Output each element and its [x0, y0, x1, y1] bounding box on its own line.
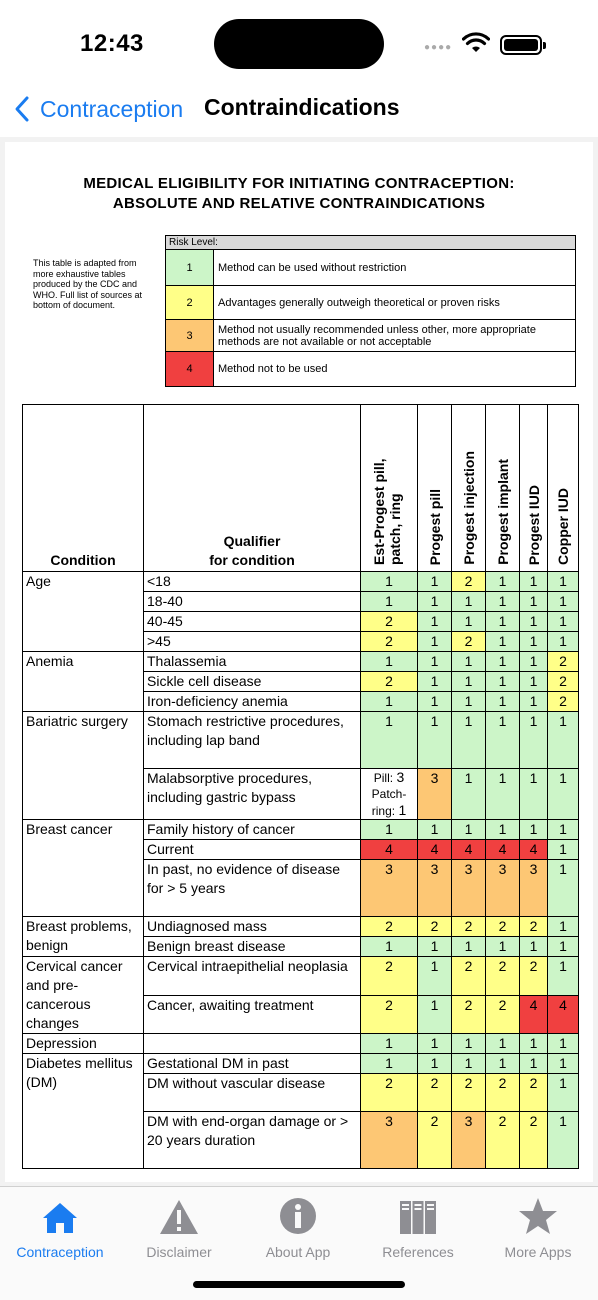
risk-cell: 1: [361, 692, 418, 712]
risk-cell: 1: [486, 652, 520, 672]
risk-cell: 1: [418, 592, 452, 612]
tab-about-app[interactable]: [238, 1197, 358, 1259]
header-method-label: Progest pill: [426, 488, 443, 565]
star-icon: [518, 1197, 558, 1235]
table-row: [23, 1054, 579, 1074]
qualifier-cell: DM without vascular disease: [144, 1074, 361, 1112]
qualifier-cell: Thalassemia: [144, 652, 361, 672]
risk-cell: 1: [548, 1054, 579, 1074]
risk-cell: 2: [452, 995, 486, 1034]
risk-legend: [165, 235, 576, 387]
risk-cell: 2: [418, 1112, 452, 1169]
risk-cell: 1: [418, 820, 452, 840]
condition-cell: Anemia: [23, 652, 144, 712]
header-method: [520, 405, 548, 572]
risk-cell: 3: [452, 860, 486, 917]
risk-cell: 2: [520, 1074, 548, 1112]
risk-cell: 2: [452, 917, 486, 937]
qualifier-cell: Current: [144, 840, 361, 860]
tab-label: Disclaimer: [146, 1244, 212, 1260]
risk-cell: 1: [520, 1054, 548, 1074]
condition-cell: Age: [23, 572, 144, 652]
info-icon: [279, 1197, 317, 1235]
back-button-label: Contraception: [40, 95, 184, 122]
risk-cell: 1: [486, 572, 520, 592]
risk-cell: 2: [548, 652, 579, 672]
condition-cell: Breast cancer: [23, 820, 144, 917]
risk-cell: 2: [548, 672, 579, 692]
risk-cell: 2: [486, 1112, 520, 1169]
risk-cell: 1: [486, 672, 520, 692]
risk-cell: 1: [486, 712, 520, 769]
tab-label: More Apps: [504, 1244, 572, 1260]
risk-cell: 2: [486, 1074, 520, 1112]
risk-cell: 1: [452, 652, 486, 672]
risk-cell: 3: [418, 769, 452, 820]
qualifier-cell: Stomach restrictive procedures, including lap band: [144, 712, 361, 769]
condition-cell: Cervical cancer and pre-cancerous changes: [23, 957, 144, 1034]
risk-cell: 1: [548, 1112, 579, 1169]
risk-cell: 1: [418, 692, 452, 712]
risk-cell: 4: [486, 840, 520, 860]
status-bar: [0, 0, 598, 88]
home-indicator: [193, 1281, 405, 1288]
qualifier-cell: Undiagnosed mass: [144, 917, 361, 937]
risk-cell: 1: [418, 672, 452, 692]
table-row: [23, 572, 579, 592]
risk-cell: 2: [520, 917, 548, 937]
risk-cell: 3: [452, 1112, 486, 1169]
risk-cell: 1: [486, 820, 520, 840]
dynamic-island: [214, 19, 384, 69]
header-qualifier-line2: for condition: [209, 552, 295, 568]
risk-cell: 2: [361, 672, 418, 692]
risk-cell: 1: [548, 937, 579, 957]
page-title: Contraindications: [204, 94, 400, 120]
pill-value: 3: [396, 769, 405, 785]
books-icon: [399, 1199, 437, 1235]
risk-cell: 2: [361, 612, 418, 632]
risk-cell: 4: [520, 995, 548, 1034]
source-note: This table is adapted from more exhaustive tables produced by the CDC and WHO. Full list of sources at bottom of document.: [33, 258, 143, 310]
condition-cell: Depression: [23, 1034, 144, 1054]
risk-cell: 1: [548, 712, 579, 769]
risk-cell: 1: [520, 652, 548, 672]
header-method: [548, 405, 579, 572]
legend-description: Method can be used without restriction: [214, 250, 575, 285]
risk-cell: 1: [548, 592, 579, 612]
document-title-line2: ABSOLUTE AND RELATIVE CONTRAINDICATIONS: [112, 195, 486, 212]
qualifier-cell: [144, 1034, 361, 1054]
risk-cell: 1: [486, 769, 520, 820]
table-row: [23, 712, 579, 769]
risk-cell: 1: [548, 612, 579, 632]
risk-cell: 1: [548, 860, 579, 917]
risk-cell: 2: [452, 957, 486, 996]
tab-label: About App: [265, 1244, 331, 1260]
risk-cell: 1: [520, 820, 548, 840]
pill-label: Pill:: [373, 771, 394, 785]
eligibility-table: [22, 404, 579, 1169]
risk-cell: 1: [361, 820, 418, 840]
risk-cell: 1: [452, 592, 486, 612]
risk-cell: 1: [486, 1054, 520, 1074]
risk-cell: 2: [520, 1112, 548, 1169]
risk-cell: 1: [520, 672, 548, 692]
risk-cell: 1: [548, 820, 579, 840]
qualifier-cell: Cancer, awaiting treatment: [144, 995, 361, 1034]
legend-level: 1: [166, 250, 214, 285]
risk-cell: 1: [548, 572, 579, 592]
risk-cell: 1: [486, 632, 520, 652]
risk-cell: 2: [418, 1074, 452, 1112]
qualifier-cell: Benign breast disease: [144, 937, 361, 957]
risk-cell: 1: [418, 652, 452, 672]
table-row: [23, 820, 579, 840]
condition-cell: Bariatric surgery: [23, 712, 144, 820]
legend-level: 2: [166, 286, 214, 319]
risk-cell: 2: [418, 917, 452, 937]
qualifier-cell: 18-40: [144, 592, 361, 612]
header-method-label: Progest injection: [460, 451, 477, 565]
risk-cell: 1: [452, 820, 486, 840]
risk-cell: 1: [418, 995, 452, 1034]
qualifier-cell: Malabsorptive procedures, including gastric bypass: [144, 769, 361, 820]
risk-cell: 1: [452, 672, 486, 692]
risk-cell: [361, 769, 418, 820]
qualifier-cell: <18: [144, 572, 361, 592]
risk-cell: 1: [520, 692, 548, 712]
risk-cell: 1: [452, 1054, 486, 1074]
signal-icon: ●●●●: [424, 42, 453, 53]
risk-cell: 1: [452, 712, 486, 769]
risk-cell: 1: [418, 572, 452, 592]
header-method-label: Est-Progest pill, patch, ring: [371, 458, 403, 565]
header-method-label: Progest IUD: [525, 484, 542, 565]
patch-label: Patch-ring:: [371, 787, 407, 818]
risk-cell: 2: [361, 917, 418, 937]
risk-cell: 1: [486, 592, 520, 612]
document-title-line1: MEDICAL ELIGIBILITY FOR INITIATING CONTRACEPTION:: [83, 175, 515, 192]
risk-cell: 3: [418, 860, 452, 917]
tab-contraception[interactable]: [0, 1197, 120, 1259]
header-method: [418, 405, 452, 572]
risk-cell: 1: [520, 769, 548, 820]
risk-cell: 3: [361, 860, 418, 917]
risk-cell: 4: [418, 840, 452, 860]
risk-cell: 1: [548, 632, 579, 652]
risk-cell: 3: [361, 1112, 418, 1169]
risk-cell: 3: [486, 860, 520, 917]
tab-label: References: [382, 1244, 454, 1260]
risk-cell: 1: [418, 612, 452, 632]
header-method: [452, 405, 486, 572]
risk-cell: 1: [418, 712, 452, 769]
risk-cell: 2: [548, 692, 579, 712]
condition-cell: Breast problems, benign: [23, 917, 144, 957]
legend-header: Risk Level:: [166, 236, 575, 250]
risk-cell: 1: [452, 769, 486, 820]
risk-cell: 1: [520, 592, 548, 612]
header-condition: Condition: [23, 405, 144, 572]
legend-description: Method not to be used: [214, 352, 575, 386]
risk-cell: 1: [548, 1034, 579, 1054]
back-button[interactable]: [14, 92, 183, 126]
risk-cell: 3: [520, 860, 548, 917]
table-row: [23, 917, 579, 937]
risk-cell: 4: [548, 995, 579, 1034]
risk-cell: 4: [452, 840, 486, 860]
risk-cell: 2: [361, 632, 418, 652]
risk-cell: 2: [520, 957, 548, 996]
table-body: [23, 572, 579, 1169]
risk-cell: 1: [548, 917, 579, 937]
legend-row: [166, 320, 575, 352]
patch-value: 1: [398, 802, 407, 818]
risk-cell: 1: [418, 937, 452, 957]
risk-cell: 1: [361, 652, 418, 672]
condition-cell: Diabetes mellitus (DM): [23, 1054, 144, 1169]
risk-cell: 2: [486, 957, 520, 996]
table-row: [23, 1034, 579, 1054]
risk-cell: 1: [452, 937, 486, 957]
risk-cell: 1: [486, 692, 520, 712]
header-method: [361, 405, 418, 572]
risk-cell: 1: [452, 612, 486, 632]
header-method-label: Copper IUD: [555, 488, 571, 565]
risk-cell: 1: [452, 692, 486, 712]
risk-cell: 1: [486, 1034, 520, 1054]
risk-cell: 1: [520, 572, 548, 592]
risk-cell: 1: [548, 957, 579, 996]
risk-cell: 1: [548, 1074, 579, 1112]
risk-cell: 1: [361, 592, 418, 612]
header-method-label: Progest implant: [494, 459, 511, 565]
risk-cell: 2: [452, 632, 486, 652]
risk-cell: 1: [486, 612, 520, 632]
risk-cell: 1: [361, 572, 418, 592]
risk-cell: 1: [361, 1034, 418, 1054]
risk-cell: 1: [548, 769, 579, 820]
legend-row: [166, 286, 575, 320]
qualifier-cell: >45: [144, 632, 361, 652]
qualifier-cell: Sickle cell disease: [144, 672, 361, 692]
chevron-left-icon: [14, 95, 30, 123]
qualifier-cell: Family history of cancer: [144, 820, 361, 840]
risk-cell: 1: [418, 1054, 452, 1074]
risk-cell: 2: [486, 995, 520, 1034]
risk-cell: 4: [361, 840, 418, 860]
table-row: [23, 652, 579, 672]
risk-cell: 1: [548, 840, 579, 860]
status-time: 12:43: [80, 30, 144, 57]
legend-level: 3: [166, 320, 214, 351]
legend-row: [166, 250, 575, 286]
tab-references[interactable]: [358, 1197, 478, 1259]
legend-row: [166, 352, 575, 386]
qualifier-cell: 40-45: [144, 612, 361, 632]
navigation-bar: [0, 88, 598, 136]
header-method: [486, 405, 520, 572]
qualifier-cell: In past, no evidence of disease for > 5 years: [144, 860, 361, 917]
risk-cell: 2: [361, 1074, 418, 1112]
risk-cell: 2: [486, 917, 520, 937]
header-qualifier-line1: Qualifier: [223, 533, 281, 549]
header-qualifier: [144, 405, 361, 572]
legend-description: Advantages generally outweigh theoretical or proven risks: [214, 286, 575, 319]
risk-cell: 1: [361, 1054, 418, 1074]
legend-level: 4: [166, 352, 214, 386]
tab-more-apps[interactable]: [478, 1197, 598, 1259]
qualifier-cell: Cervical intraepithelial neoplasia: [144, 957, 361, 996]
table-header-row: [23, 405, 579, 572]
risk-cell: 1: [486, 937, 520, 957]
legend-description: Method not usually recommended unless other, more appropriate methods are not available or not acceptable: [214, 320, 575, 351]
qualifier-cell: Gestational DM in past: [144, 1054, 361, 1074]
house-icon: [42, 1201, 78, 1235]
warning-icon: [159, 1199, 199, 1235]
risk-cell: 2: [361, 957, 418, 996]
risk-cell: 1: [418, 957, 452, 996]
qualifier-cell: Iron-deficiency anemia: [144, 692, 361, 712]
risk-cell: 1: [418, 632, 452, 652]
risk-cell: 1: [520, 612, 548, 632]
qualifier-cell: DM with end-organ damage or > 20 years duration: [144, 1112, 361, 1169]
risk-cell: 1: [361, 712, 418, 769]
risk-cell: 2: [452, 1074, 486, 1112]
table-row: [23, 957, 579, 996]
risk-cell: 1: [418, 1034, 452, 1054]
risk-cell: 1: [520, 712, 548, 769]
battery-icon: [500, 35, 542, 55]
risk-cell: 1: [361, 937, 418, 957]
risk-cell: 2: [452, 572, 486, 592]
risk-cell: 1: [520, 937, 548, 957]
wifi-icon: [462, 32, 490, 54]
tab-disclaimer[interactable]: [119, 1197, 239, 1259]
risk-cell: 4: [520, 840, 548, 860]
risk-cell: 2: [361, 995, 418, 1034]
risk-cell: 1: [520, 1034, 548, 1054]
risk-cell: 1: [452, 1034, 486, 1054]
risk-cell: 1: [520, 632, 548, 652]
tab-label: Contraception: [16, 1244, 104, 1260]
